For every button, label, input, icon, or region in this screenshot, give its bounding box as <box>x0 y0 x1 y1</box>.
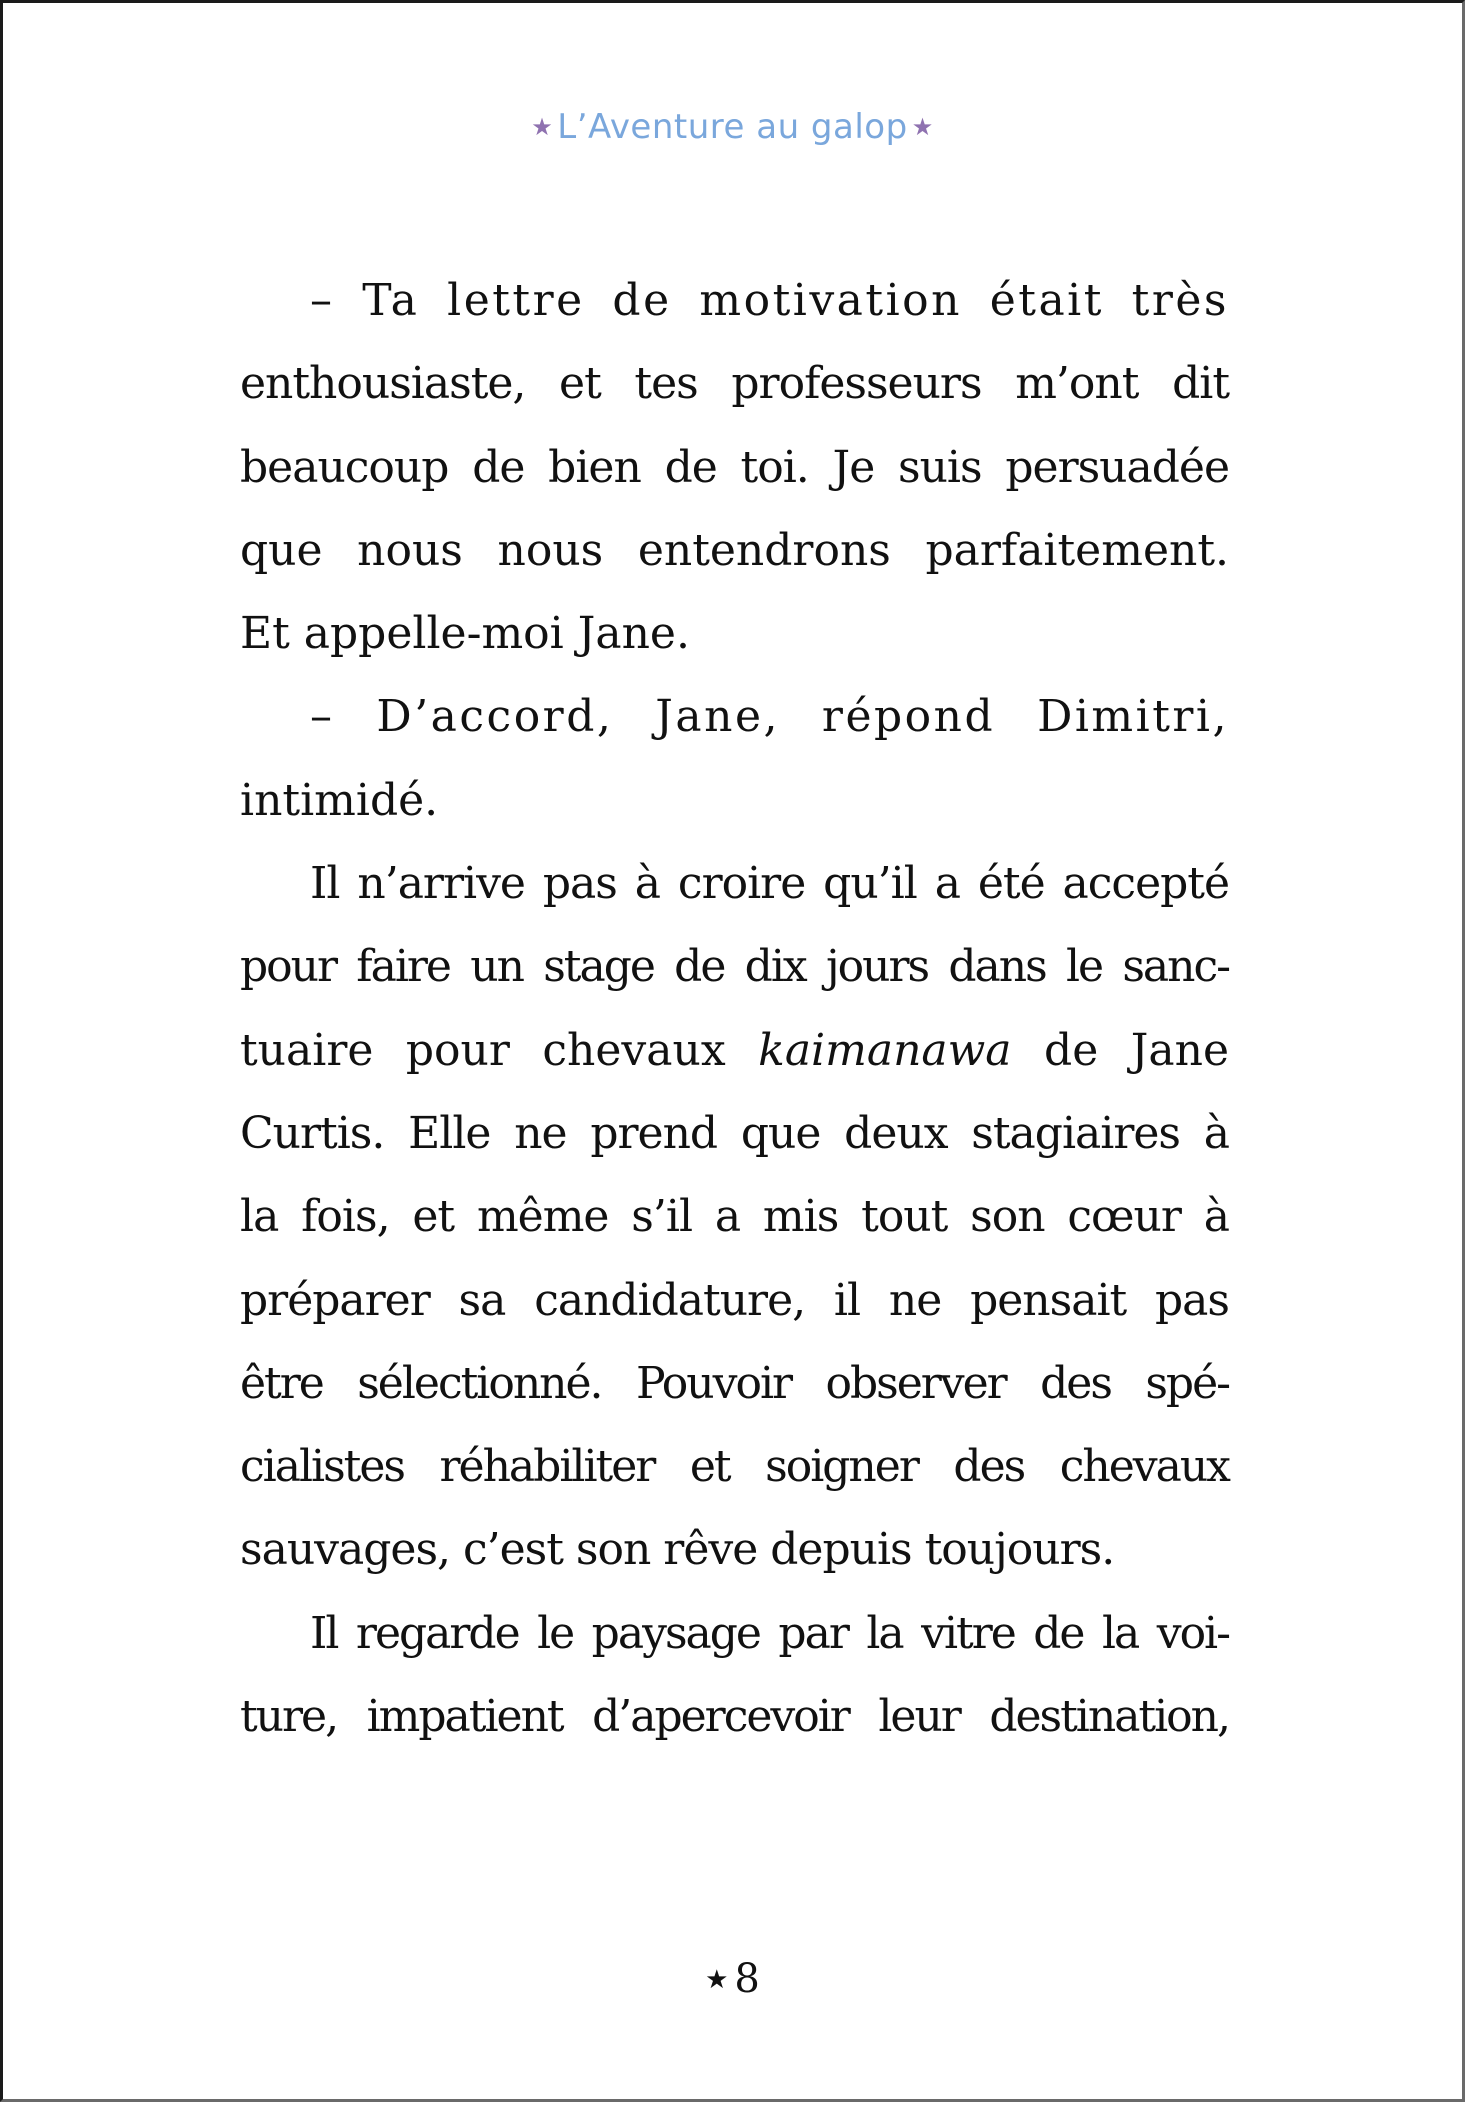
text-run: de Jane <box>1011 1024 1229 1076</box>
text-line: la fois, et même s’il a mis tout son cœur à <box>240 1191 1229 1243</box>
page-number: 8 <box>734 1956 760 2002</box>
italic-term: kaimanawa <box>758 1024 1012 1076</box>
running-head <box>3 103 1462 151</box>
text-line: cialistes réhabiliter et soigner des chevaux <box>240 1441 1229 1493</box>
text-line: – D’accord, Jane, répond Dimitri, <box>310 691 1229 743</box>
star-ornament-icon: ★ <box>705 1965 729 1995</box>
text-line: pour faire un stage de dix jours dans le sanc- <box>240 941 1229 993</box>
text-line: Il n’arrive pas à croire qu’il a été accepté <box>310 858 1229 910</box>
text-line: intimidé. <box>240 774 439 826</box>
text-line: Curtis. Elle ne prend que deux stagiaires à <box>240 1107 1229 1159</box>
text-line: Et appelle-moi Jane. <box>240 608 690 660</box>
text-line: préparer sa candidature, il ne pensait pas <box>240 1274 1229 1326</box>
text-line <box>240 1009 1229 1092</box>
text-line: être sélectionné. Pouvoir observer des spé- <box>240 1357 1229 1409</box>
text-line: ture, impatient d’apercevoir leur destination, <box>240 1691 1229 1743</box>
text-line: sauvages, c’est son rêve depuis toujours. <box>240 1524 1115 1576</box>
text-run: tuaire pour chevaux <box>240 1024 759 1076</box>
text-line: beaucoup de bien de toi. Je suis persuadée <box>240 441 1229 493</box>
star-ornament-icon: ★ <box>531 113 554 141</box>
text-line: enthousiaste, et tes professeurs m’ont dit <box>240 358 1229 410</box>
text-line: que nous nous entendrons parfaitement. <box>240 524 1229 576</box>
star-ornament-icon: ★ <box>911 113 934 141</box>
body-text <box>240 259 1229 1758</box>
text-line: Il regarde le paysage par la vitre de la voi- <box>310 1607 1229 1659</box>
running-title: L’Aventure au galop <box>557 107 908 147</box>
page-footer <box>3 1953 1462 2006</box>
text-line: – Ta lettre de motivation était très <box>310 275 1229 326</box>
